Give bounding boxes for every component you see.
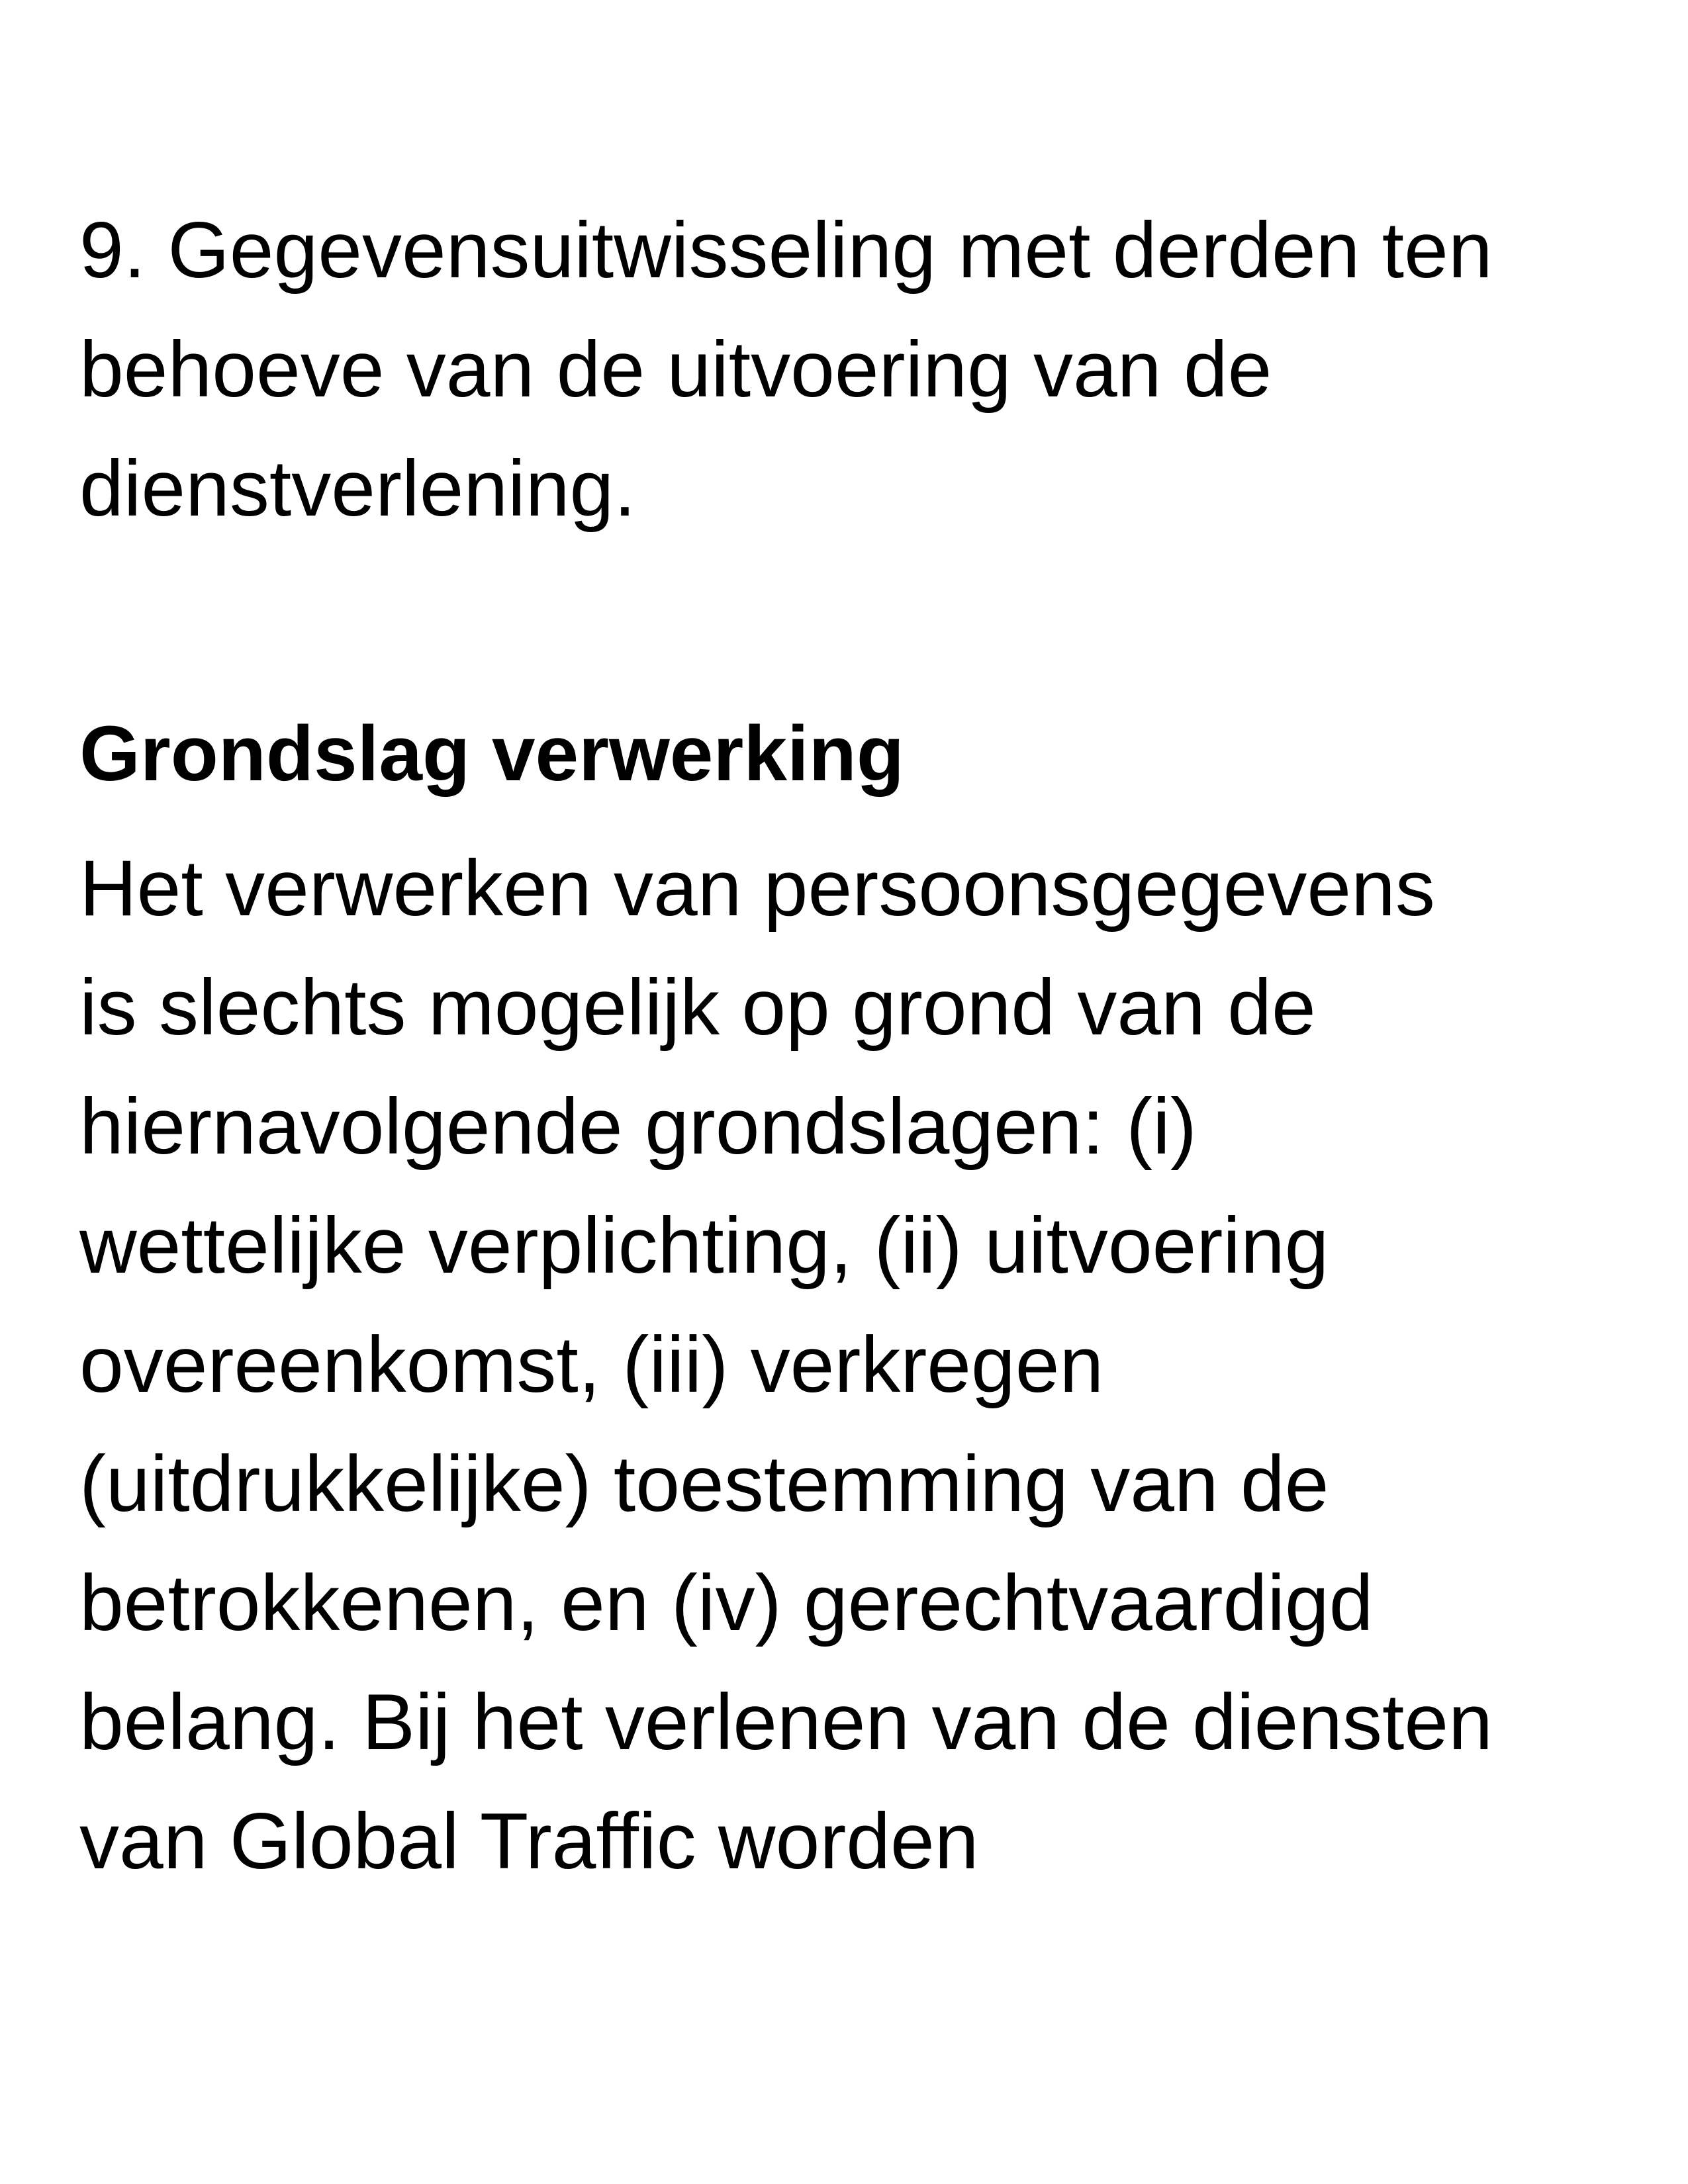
list-item-line: dienstverlening. <box>79 444 636 533</box>
paragraph-line: hiernavolgende grondslagen: (i) <box>79 1082 1197 1171</box>
list-item-line: behoeve van de uitvoering van de <box>79 325 1272 414</box>
paragraph-line: belang. Bij het verlenen van de diensten <box>79 1678 1493 1766</box>
paragraph-line: wettelijke verplichting, (ii) uitvoering <box>79 1201 1329 1290</box>
paragraph-line: is slechts mogelijk op grond van de <box>79 963 1316 1052</box>
paragraph-line: (uitdrukkelijke) toestemming van de <box>79 1439 1329 1528</box>
paragraph-line: van Global Traffic worden <box>79 1797 979 1886</box>
section-heading: Grondslag verwerking <box>79 710 904 797</box>
paragraph-line: overeenkomst, (iii) verkregen <box>79 1320 1104 1409</box>
paragraph-line: Het verwerken van persoonsgegevens <box>79 844 1435 933</box>
list-item-line: 9. Gegevensuitwisseling met derden ten <box>79 206 1493 295</box>
paragraph-line: betrokkenen, en (iv) gerechtvaardigd <box>79 1559 1374 1647</box>
